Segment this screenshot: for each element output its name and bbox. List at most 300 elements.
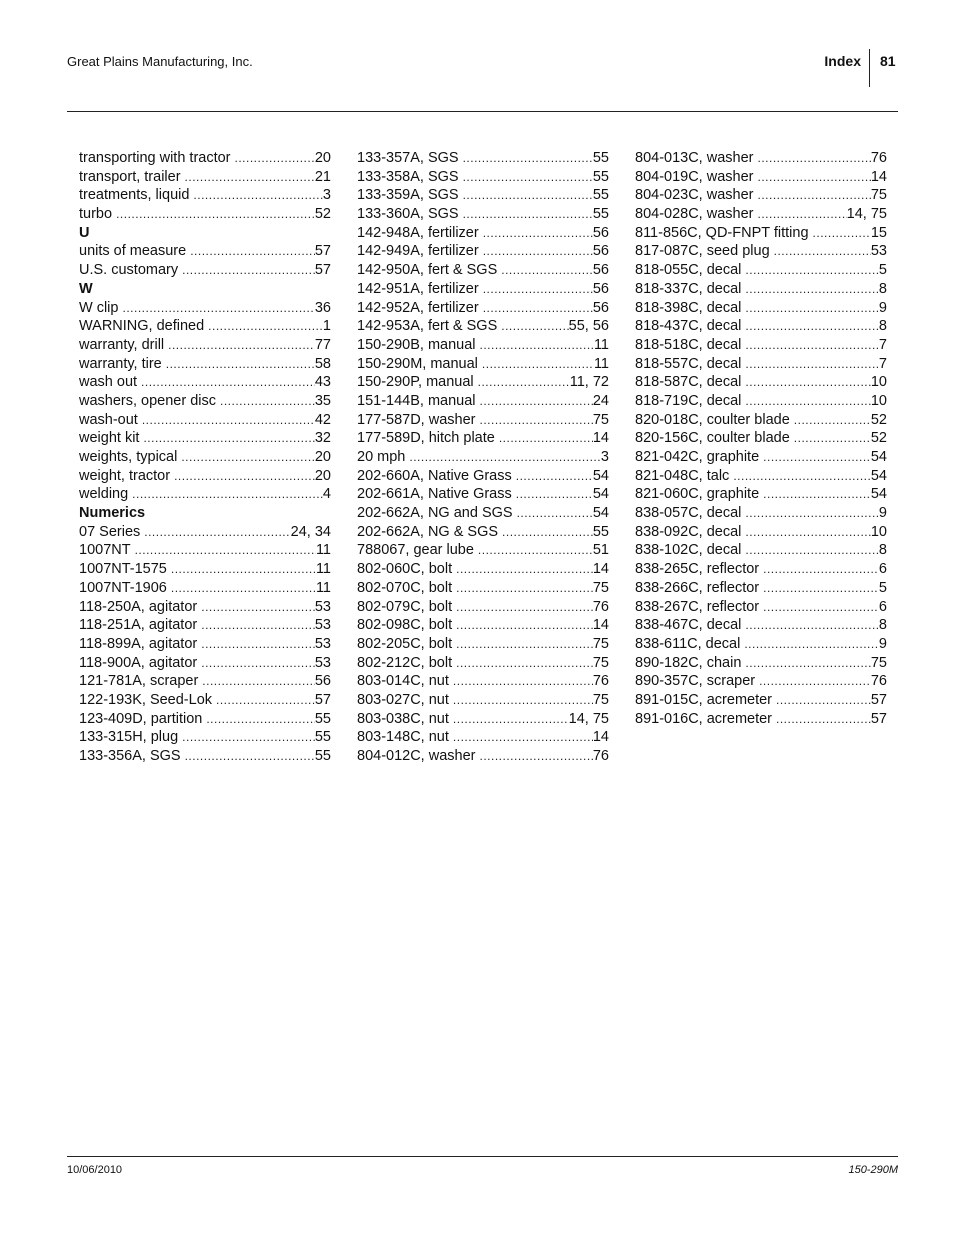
dot-leader xyxy=(763,448,871,467)
index-term: 818-719C, decal xyxy=(635,392,742,409)
dot-leader xyxy=(745,336,879,355)
dot-leader xyxy=(774,242,871,261)
index-entry xyxy=(79,186,331,205)
dot-leader xyxy=(456,579,593,598)
index-entry xyxy=(635,710,887,729)
index-page-ref: 10 xyxy=(870,523,887,540)
index-entry xyxy=(357,186,609,205)
index-page-ref: 57 xyxy=(314,243,331,260)
index-term: 802-098C, bolt xyxy=(357,617,453,634)
index-entry xyxy=(79,635,331,654)
index-entry xyxy=(79,317,331,336)
index-term: 838-057C, decal xyxy=(635,505,742,522)
index-entry xyxy=(357,411,609,430)
index-term: 838-265C, reflector xyxy=(635,561,760,578)
index-page-ref: 36 xyxy=(314,299,331,316)
index-term: 788067, gear lube xyxy=(357,542,474,559)
index-entry xyxy=(79,299,331,318)
index-page-ref: 75 xyxy=(870,187,887,204)
index-page-ref: 53 xyxy=(314,617,331,634)
index-entry xyxy=(635,299,887,318)
index-entry xyxy=(635,280,887,299)
index-entry xyxy=(357,467,609,486)
index-page-ref: 1 xyxy=(322,318,331,335)
dot-leader xyxy=(202,672,315,691)
index-term: 150-290M, manual xyxy=(357,355,478,372)
index-term: 818-337C, decal xyxy=(635,280,742,297)
dot-leader xyxy=(758,168,871,187)
index-entry xyxy=(635,485,887,504)
index-entry xyxy=(357,429,609,448)
dot-leader xyxy=(813,224,871,243)
index-term: 133-357A, SGS xyxy=(357,150,459,166)
dot-leader xyxy=(480,392,593,411)
index-page-ref: 54 xyxy=(592,486,609,503)
index-entry xyxy=(357,448,609,467)
index-page-ref: 51 xyxy=(592,542,609,559)
index-page-ref: 52 xyxy=(314,206,331,223)
dot-leader xyxy=(517,504,593,523)
dot-leader xyxy=(201,654,315,673)
index-term: 177-589D, hitch plate xyxy=(357,430,495,447)
index-term: 142-951A, fertilizer xyxy=(357,280,479,297)
index-entry xyxy=(79,523,331,542)
index-term: 133-315H, plug xyxy=(79,729,179,746)
index-entry xyxy=(357,672,609,691)
index-term: 142-952A, fertilizer xyxy=(357,299,479,316)
index-entry xyxy=(79,429,331,448)
index-entry xyxy=(357,579,609,598)
header-rule xyxy=(67,111,898,112)
dot-leader xyxy=(763,560,879,579)
index-term: 804-019C, washer xyxy=(635,168,754,185)
index-page-ref: 52 xyxy=(870,430,887,447)
index-page-ref: 54 xyxy=(592,467,609,484)
index-page-ref: 58 xyxy=(314,355,331,372)
dot-leader xyxy=(182,261,315,280)
index-entry xyxy=(79,149,331,168)
index-entry xyxy=(79,467,331,486)
index-entry xyxy=(357,560,609,579)
index-term: 202-662A, NG & SGS xyxy=(357,523,499,540)
dot-leader xyxy=(235,149,315,168)
index-term: WARNING, defined xyxy=(79,318,205,335)
dot-leader xyxy=(763,485,871,504)
index-entry xyxy=(635,392,887,411)
dot-leader xyxy=(141,373,315,392)
dot-leader xyxy=(744,635,879,654)
dot-leader xyxy=(144,523,290,542)
index-page-ref: 3 xyxy=(600,449,609,465)
index-entry xyxy=(79,598,331,617)
dot-leader xyxy=(776,691,871,710)
dot-leader xyxy=(516,485,593,504)
dot-leader xyxy=(206,710,315,729)
index-page-ref: 7 xyxy=(878,336,887,353)
dot-leader xyxy=(185,747,315,766)
dot-leader xyxy=(463,186,593,205)
index-term: 803-148C, nut xyxy=(357,729,449,746)
dot-leader xyxy=(745,261,879,280)
index-entry xyxy=(357,168,609,187)
dot-leader xyxy=(116,205,315,224)
dot-leader xyxy=(190,242,315,261)
index-term: 150-290P, manual xyxy=(357,374,474,391)
index-entry xyxy=(357,654,609,673)
dot-leader xyxy=(463,149,593,168)
index-entry xyxy=(357,598,609,617)
dot-leader xyxy=(166,355,315,374)
index-entry xyxy=(635,672,887,691)
index-entry xyxy=(79,672,331,691)
index-page-ref: 32 xyxy=(314,430,331,447)
dot-leader xyxy=(171,579,316,598)
index-entry xyxy=(635,541,887,560)
index-term: units of measure xyxy=(79,243,187,260)
dot-leader xyxy=(456,635,593,654)
index-page-ref: 42 xyxy=(314,411,331,428)
dot-leader xyxy=(456,560,593,579)
index-page-ref: 8 xyxy=(878,280,887,297)
index-term: warranty, drill xyxy=(79,336,165,353)
index-entry xyxy=(635,560,887,579)
index-term: 890-182C, chain xyxy=(635,654,742,671)
dot-leader xyxy=(463,168,593,187)
index-page-ref: 53 xyxy=(314,598,331,615)
index-page-ref: 5 xyxy=(878,262,887,279)
dot-leader xyxy=(483,224,593,243)
index-entry xyxy=(357,728,609,747)
index-term: 802-079C, bolt xyxy=(357,598,453,615)
index-term: 118-900A, agitator xyxy=(79,654,198,671)
dot-leader xyxy=(745,504,879,523)
index-page-ref: 5 xyxy=(878,579,887,596)
index-page-ref: 53 xyxy=(870,243,887,260)
index-page-ref: 6 xyxy=(878,598,887,615)
index-page-ref: 8 xyxy=(878,318,887,335)
index-term: 142-949A, fertilizer xyxy=(357,243,479,260)
index-page-ref: 54 xyxy=(592,505,609,522)
index-entry xyxy=(79,616,331,635)
index-entry xyxy=(357,710,609,729)
index-entry xyxy=(357,541,609,560)
index-entry xyxy=(357,392,609,411)
dot-leader xyxy=(453,672,593,691)
index-page-ref: 55 xyxy=(592,206,609,223)
index-entry xyxy=(357,299,609,318)
dot-leader xyxy=(453,728,593,747)
dot-leader xyxy=(501,317,568,336)
index-term: 803-014C, nut xyxy=(357,673,449,690)
index-page-ref: 20 xyxy=(314,467,331,484)
index-term: 838-611C, decal xyxy=(635,635,741,652)
index-term: 804-013C, washer xyxy=(635,150,754,166)
index-term: 818-398C, decal xyxy=(635,299,742,316)
dot-leader xyxy=(501,261,593,280)
index-entry xyxy=(635,149,887,168)
index-term: weight, tractor xyxy=(79,467,171,484)
index-entry xyxy=(635,429,887,448)
index-page-ref: 76 xyxy=(592,598,609,615)
index-term: 802-205C, bolt xyxy=(357,635,453,652)
index-term: 802-070C, bolt xyxy=(357,579,453,596)
index-page-ref: 57 xyxy=(314,262,331,279)
dot-leader xyxy=(758,186,871,205)
index-entry xyxy=(79,392,331,411)
index-term: 123-409D, partition xyxy=(79,710,203,727)
dot-leader xyxy=(502,523,593,542)
dot-leader xyxy=(745,616,879,635)
index-page-ref: 56 xyxy=(592,262,609,279)
index-term: 811-856C, QD-FNPT fitting xyxy=(635,224,809,241)
index-page-ref: 24 xyxy=(592,392,609,409)
index-term: 133-359A, SGS xyxy=(357,187,459,204)
index-entry xyxy=(635,504,887,523)
index-page-ref: 8 xyxy=(878,542,887,559)
header-divider xyxy=(869,49,870,87)
index-term: 118-251A, agitator xyxy=(79,617,198,634)
index-page-ref: 11 xyxy=(315,542,331,559)
index-entry xyxy=(635,224,887,243)
index-entry xyxy=(79,747,331,766)
index-page-ref: 76 xyxy=(870,673,887,690)
dot-leader xyxy=(758,205,847,224)
dot-leader xyxy=(745,280,879,299)
index-entry xyxy=(357,355,609,374)
index-term: 821-060C, graphite xyxy=(635,486,760,503)
index-entry xyxy=(79,579,331,598)
dot-leader xyxy=(745,299,879,318)
index-page-ref: 11 xyxy=(593,355,609,372)
index-term: 118-250A, agitator xyxy=(79,598,198,615)
dot-leader xyxy=(453,710,569,729)
dot-leader xyxy=(201,616,315,635)
index-page-ref: 75 xyxy=(592,579,609,596)
index-page-ref: 11 xyxy=(593,336,609,353)
index-page-ref: 55 xyxy=(592,168,609,185)
index-term: 820-156C, coulter blade xyxy=(635,430,790,447)
index-page-ref: 52 xyxy=(870,411,887,428)
dot-leader xyxy=(463,205,593,224)
dot-leader xyxy=(499,429,593,448)
index-entry xyxy=(635,523,887,542)
index-entry xyxy=(79,560,331,579)
dot-leader xyxy=(480,411,593,430)
index-entry xyxy=(79,411,331,430)
index-entry xyxy=(79,654,331,673)
index-page-ref: 14 xyxy=(592,617,609,634)
index-term: 804-023C, washer xyxy=(635,187,754,204)
dot-leader xyxy=(745,541,879,560)
dot-leader xyxy=(168,336,315,355)
index-term: 177-587D, washer xyxy=(357,411,476,428)
index-page-ref: 75 xyxy=(592,635,609,652)
dot-leader xyxy=(478,541,593,560)
index-term: 838-267C, reflector xyxy=(635,598,760,615)
index-entry xyxy=(635,467,887,486)
index-page-ref: 56 xyxy=(592,243,609,260)
index-page-ref: 56 xyxy=(314,673,331,690)
index-term: 891-016C, acremeter xyxy=(635,710,773,727)
dot-leader xyxy=(220,392,315,411)
index-term: 1007NT-1906 xyxy=(79,579,167,596)
dot-leader xyxy=(745,523,870,542)
index-entry xyxy=(635,373,887,392)
index-term: 202-661A, Native Grass xyxy=(357,486,512,503)
dot-leader xyxy=(122,299,314,318)
index-entry xyxy=(357,224,609,243)
index-term: 817-087C, seed plug xyxy=(635,243,770,260)
index-entry xyxy=(79,336,331,355)
index-entry xyxy=(635,261,887,280)
index-term: 1007NT xyxy=(79,542,131,559)
index-page-ref: 11, 72 xyxy=(569,374,609,391)
dot-leader xyxy=(794,411,871,430)
index-page-ref: 53 xyxy=(314,654,331,671)
index-page-ref: 35 xyxy=(314,392,331,409)
dot-leader xyxy=(453,691,593,710)
index-entry xyxy=(79,205,331,224)
dot-leader xyxy=(745,373,870,392)
index-term: warranty, tire xyxy=(79,355,162,372)
index-term: washers, opener disc xyxy=(79,392,217,409)
index-page-ref: 55 xyxy=(314,710,331,727)
index-entry xyxy=(357,523,609,542)
dot-leader xyxy=(745,355,879,374)
index-page-ref: 75 xyxy=(592,691,609,708)
footer-date: 10/06/2010 xyxy=(67,1164,123,1176)
index-letter-heading: W xyxy=(79,280,93,297)
dot-leader xyxy=(216,691,315,710)
page-number: 81 xyxy=(880,53,896,69)
index-column-2 xyxy=(357,149,609,766)
dot-leader xyxy=(480,336,594,355)
dot-leader xyxy=(409,448,601,467)
index-term: W clip xyxy=(79,299,119,316)
index-page-ref: 55 xyxy=(314,748,331,764)
index-page-ref: 8 xyxy=(878,617,887,634)
index-term: 818-055C, decal xyxy=(635,262,742,279)
dot-leader xyxy=(516,467,593,486)
dot-leader xyxy=(763,579,879,598)
index-page-ref: 55, 56 xyxy=(568,318,609,335)
index-page-ref: 76 xyxy=(592,673,609,690)
dot-leader xyxy=(208,317,323,336)
index-term: treatments, liquid xyxy=(79,187,190,204)
dot-leader xyxy=(182,728,315,747)
index-letter-heading: U xyxy=(79,224,90,241)
index-page-ref: 56 xyxy=(592,280,609,297)
index-page-ref: 9 xyxy=(878,299,887,316)
index-page-ref: 43 xyxy=(314,374,331,391)
index-page-ref: 14 xyxy=(592,561,609,578)
index-entry xyxy=(79,728,331,747)
index-page-ref: 54 xyxy=(870,449,887,465)
index-entry xyxy=(635,448,887,467)
dot-leader xyxy=(174,467,315,486)
index-term: 821-048C, talc xyxy=(635,467,730,484)
index-term: 1007NT-1575 xyxy=(79,561,167,578)
dot-leader xyxy=(745,654,870,673)
index-term: 838-467C, decal xyxy=(635,617,742,634)
index-entry xyxy=(357,149,609,168)
index-term: wash-out xyxy=(79,411,138,428)
index-entry xyxy=(635,242,887,261)
index-page-ref: 11 xyxy=(315,561,331,578)
index-page-ref: 56 xyxy=(592,224,609,241)
index-page-ref: 3 xyxy=(322,187,331,204)
index-page-ref: 10 xyxy=(870,392,887,409)
index-page-ref: 76 xyxy=(870,150,887,166)
index-term: 804-012C, washer xyxy=(357,748,476,764)
index-term: 818-557C, decal xyxy=(635,355,742,372)
index-term: weight kit xyxy=(79,430,140,447)
index-page-ref: 14 xyxy=(592,430,609,447)
dot-leader xyxy=(483,299,593,318)
dot-leader xyxy=(201,598,315,617)
index-term: U.S. customary xyxy=(79,262,179,279)
index-entry xyxy=(79,710,331,729)
index-page-ref: 54 xyxy=(870,486,887,503)
index-term: 838-102C, decal xyxy=(635,542,742,559)
dot-leader xyxy=(456,598,593,617)
index-entry xyxy=(635,317,887,336)
index-page-ref: 20 xyxy=(314,150,331,166)
index-entry xyxy=(357,504,609,523)
index-page-ref: 14 xyxy=(592,729,609,746)
index-entry xyxy=(635,598,887,617)
dot-leader xyxy=(794,429,871,448)
index-term: 133-358A, SGS xyxy=(357,168,459,185)
index-term: 142-950A, fert & SGS xyxy=(357,262,498,279)
index-page-ref: 75 xyxy=(870,654,887,671)
index-entry xyxy=(635,635,887,654)
index-page-ref: 11 xyxy=(315,579,331,596)
index-entry xyxy=(79,373,331,392)
index-term: weights, typical xyxy=(79,449,178,465)
dot-leader xyxy=(478,373,570,392)
index-entry xyxy=(635,186,887,205)
index-term: wash out xyxy=(79,374,138,391)
dot-leader xyxy=(480,747,593,766)
index-entry xyxy=(357,336,609,355)
dot-leader xyxy=(142,411,315,430)
section-title: Index xyxy=(824,53,861,69)
dot-leader xyxy=(776,710,871,729)
index-page-ref: 4 xyxy=(322,486,331,503)
index-page-ref: 15 xyxy=(870,224,887,241)
index-page-ref: 54 xyxy=(870,467,887,484)
index-entry xyxy=(357,317,609,336)
index-entry xyxy=(635,691,887,710)
index-term: 802-212C, bolt xyxy=(357,654,453,671)
index-term: 07 Series xyxy=(79,523,141,540)
index-page-ref: 75 xyxy=(592,654,609,671)
index-page-ref: 14, 75 xyxy=(846,206,887,223)
index-term: transport, trailer xyxy=(79,168,181,185)
index-term: welding xyxy=(79,486,129,503)
dot-leader xyxy=(745,317,879,336)
index-term: 142-948A, fertilizer xyxy=(357,224,479,241)
index-page-ref: 56 xyxy=(592,299,609,316)
index-term: 804-028C, washer xyxy=(635,206,754,223)
index-term: 818-437C, decal xyxy=(635,318,742,335)
footer-rule xyxy=(67,1156,898,1157)
index-term: 802-060C, bolt xyxy=(357,561,453,578)
index-page-ref: 20 xyxy=(314,449,331,465)
index-letter-heading: Numerics xyxy=(79,505,146,522)
index-term: 838-092C, decal xyxy=(635,523,742,540)
